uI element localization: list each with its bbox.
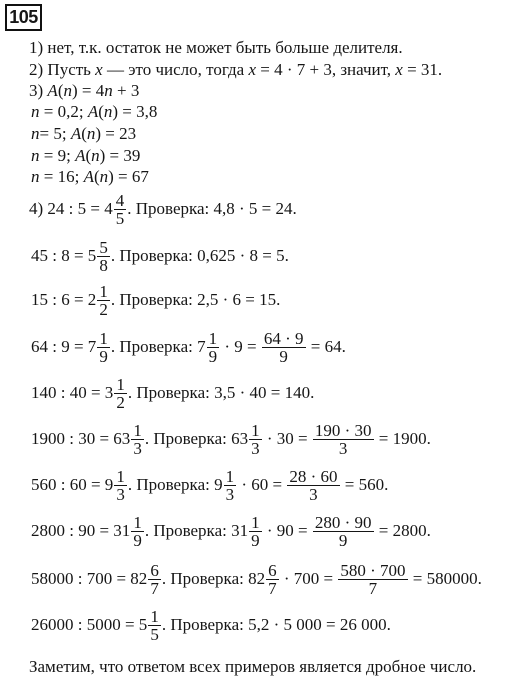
item-3-row [31,167,149,187]
numerator: 28 · 60 [289,466,338,486]
quotient-fraction [148,562,161,597]
denominator: 3 [133,438,142,458]
item-3-row [31,124,136,144]
text: ( [57,81,64,100]
numerator: 1 [251,420,260,440]
text: 3) [29,81,48,100]
quotient-fraction [131,514,144,549]
quotient-fraction [97,330,110,365]
n-value: = 16; [39,167,84,186]
conclusion-text: Заметим, что ответом всех примеров является дробное число. [29,657,477,676]
division-row [31,327,346,367]
A-value: ) = 67 [108,167,149,186]
check-text: . Проверка: 7 [110,337,206,356]
check-text: . Проверка: 3,5 · 40 = 140. [127,383,315,402]
product-fraction [313,422,374,457]
denominator: 9 [133,530,142,550]
division-expression: 1900 : 30 = 63 [31,429,131,448]
quotient-fraction [97,283,110,318]
division-expression: 140 : 40 = 3 [31,383,114,402]
quotient-fraction [148,608,161,643]
text: ) = 4 [71,81,105,100]
item-3-row [31,102,157,122]
numerator: 64 · 9 [263,328,304,348]
numerator: 1 [251,512,260,532]
item-3-row [31,146,140,166]
text: 2) Пусть [29,60,96,79]
check-text: · 9 = [220,337,261,356]
var-A: A [87,102,99,121]
var-n: n [86,124,96,143]
numerator: 1 [225,466,235,486]
check-text: . Проверка: 4,8 · 5 = 24. [127,199,297,218]
text: ( [85,146,92,165]
check-text: . Проверка: 2,5 · 6 = 15. [110,290,281,309]
answer-item-2 [29,60,442,80]
check-result: = 580000. [408,569,482,588]
division-row [29,189,297,229]
check-fraction [207,330,220,365]
denominator: 9 [99,346,108,366]
numerator: 280 · 90 [314,512,372,532]
answer-item-3-head [29,81,139,101]
product-fraction [338,562,407,597]
check-text: · 60 = [237,475,287,494]
numerator: 190 · 30 [314,420,372,440]
denominator: 3 [251,438,260,458]
numerator: 4 [115,190,125,210]
denominator: 3 [116,484,125,504]
numerator: 1 [116,466,125,486]
exercise-number-badge: 105 [5,4,42,31]
denominator: 2 [99,299,108,319]
check-fraction [249,514,262,549]
numerator: 1 [99,281,108,301]
denominator: 8 [99,255,108,275]
denominator: 9 [338,530,348,550]
denominator: 5 [115,208,125,228]
A-value: ) = 3,8 [112,102,158,121]
division-row [31,236,289,276]
denominator: 9 [251,530,260,550]
denominator: 5 [150,624,159,644]
denominator: 3 [309,484,318,504]
var-n: n [104,81,113,100]
denominator: 3 [338,438,348,458]
check-text: . Проверка: 0,625 · 8 = 5. [110,246,289,265]
var-x: x [95,60,103,79]
numerator: 1 [133,420,142,440]
var-n: n [99,167,109,186]
product-fraction [287,468,339,503]
division-expression: 560 : 60 = 9 [31,475,114,494]
division-row [31,465,388,505]
denominator: 9 [279,346,288,366]
denominator: 2 [116,392,125,412]
text: = 31. [402,60,443,79]
division-expression: 15 : 6 = 2 [31,290,97,309]
var-n: n [31,167,40,186]
denominator: 9 [208,346,218,366]
text: ( [98,102,104,121]
text: — это число, тогда [102,60,249,79]
check-result: = 2800. [374,521,431,540]
var-n: n [63,81,72,100]
A-value: ) = 39 [99,146,141,165]
check-result: = 1900. [374,429,431,448]
n-value: = 0,2; [39,102,88,121]
check-result: = 560. [340,475,389,494]
var-A: A [75,146,86,165]
var-n: n [31,124,40,143]
numerator: 6 [150,560,159,580]
division-expression: 4) 24 : 5 = 4 [29,199,113,218]
division-row [31,373,314,413]
quotient-fraction [131,422,144,457]
quotient-fraction [114,468,127,503]
text: + 3 [112,81,140,100]
numerator: 1 [99,328,108,348]
quotient-fraction [114,376,127,411]
product-fraction [313,514,374,549]
denominator: 7 [368,578,378,598]
quotient-fraction [114,192,127,227]
text: ( [93,167,100,186]
numerator: 6 [268,560,277,580]
var-A: A [83,167,94,186]
numerator: 1 [116,374,125,394]
division-row [31,419,431,459]
denominator: 3 [225,484,235,504]
numerator: 1 [208,328,218,348]
var-x: x [248,60,256,79]
division-row [31,280,280,320]
numerator: 1 [150,606,159,626]
var-A: A [47,81,58,100]
n-value: = 9; [39,146,76,165]
check-text: . Проверка: 5,2 · 5 000 = 26 000. [161,615,391,634]
division-expression: 26000 : 5000 = 5 [31,615,148,634]
var-n: n [91,146,100,165]
numerator: 580 · 700 [340,560,406,580]
answer-item-1: 1) нет, т.к. остаток не может быть больше делителя. [29,38,403,57]
text: ( [81,124,87,143]
check-text: . Проверка: 9 [127,475,223,494]
numerator: 5 [99,237,108,257]
check-text: · 90 = [262,521,312,540]
division-row [31,511,431,551]
text: = 4 · 7 + 3, значит, [255,60,396,79]
division-row [31,559,482,599]
check-result: = 64. [306,337,346,356]
division-expression: 58000 : 700 = 82 [31,569,148,588]
numerator: 1 [133,512,142,532]
denominator: 7 [268,578,277,598]
var-x: x [395,60,403,79]
var-A: A [70,124,82,143]
var-n: n [31,146,40,165]
check-text: · 700 = [279,569,338,588]
var-n: n [103,102,113,121]
A-value: ) = 23 [95,124,137,143]
denominator: 7 [150,578,159,598]
check-text: . Проверка: 31 [144,521,249,540]
check-text: . Проверка: 63 [144,429,249,448]
check-text: . Проверка: 82 [161,569,266,588]
division-expression: 64 : 9 = 7 [31,337,97,356]
division-row [31,605,391,645]
check-fraction [224,468,237,503]
check-fraction [266,562,279,597]
n-value: = 5; [39,124,71,143]
check-fraction [249,422,262,457]
division-expression: 2800 : 90 = 31 [31,521,131,540]
product-fraction [262,330,306,365]
var-n: n [31,102,40,121]
check-text: · 30 = [262,429,312,448]
quotient-fraction [97,239,110,274]
division-expression: 45 : 8 = 5 [31,246,97,265]
